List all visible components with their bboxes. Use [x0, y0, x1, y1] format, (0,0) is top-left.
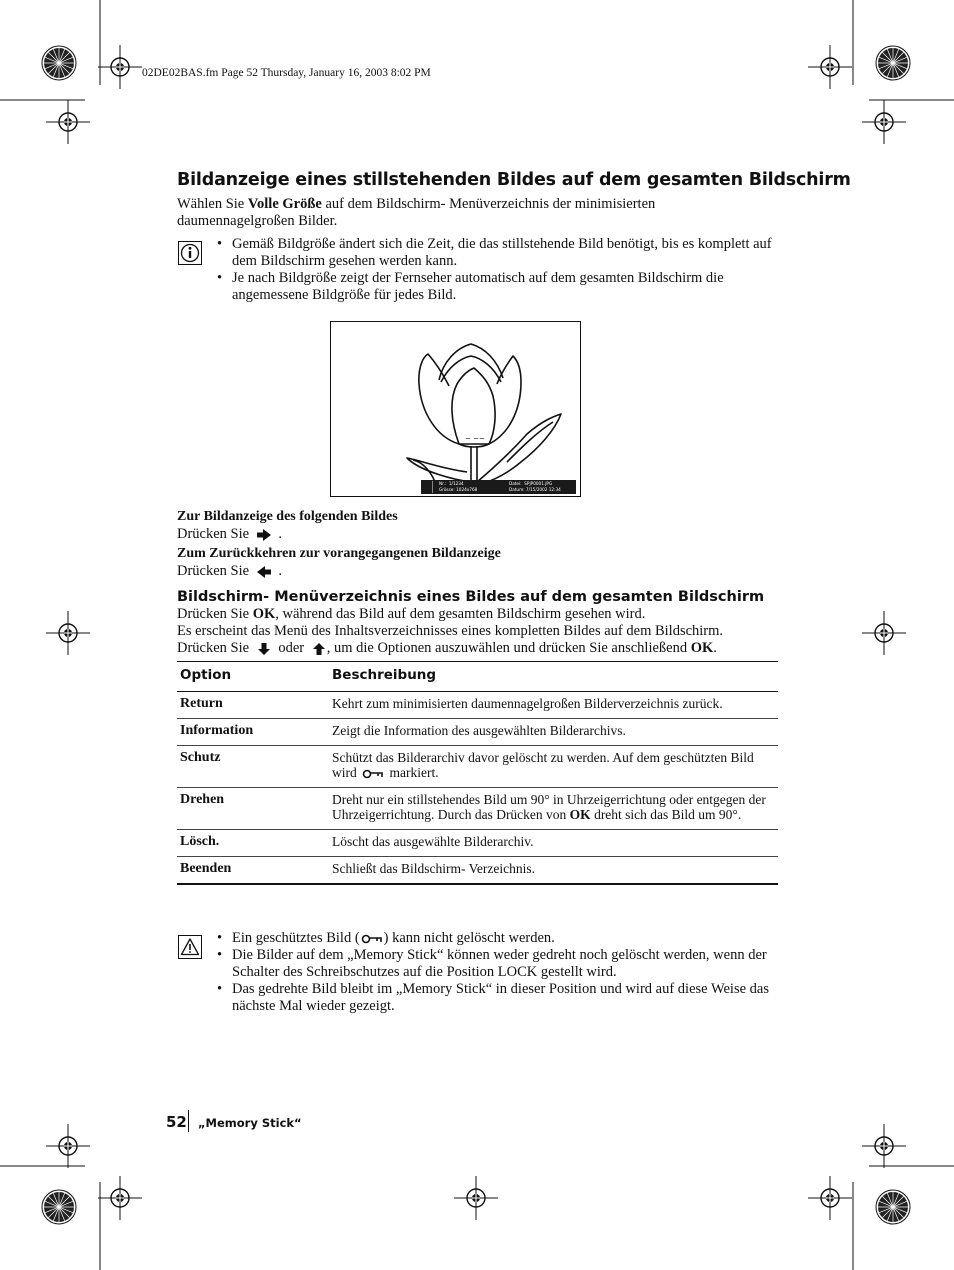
menu-line-3-end: .	[713, 640, 717, 656]
key-icon	[361, 934, 383, 944]
section-title-menu: Bildschirm- Menüverzeichnis eines Bildes auf dem gesamten Bildschirm	[177, 589, 765, 605]
option-name: Schutz	[177, 746, 329, 788]
arrow-right-icon	[256, 528, 272, 542]
table-row	[177, 692, 778, 719]
arrow-up-icon	[312, 642, 326, 656]
arrow-down-icon	[257, 642, 271, 656]
screen-file-value: SPJP0001.JPG	[524, 481, 553, 486]
menu-line-3-bold: OK	[690, 640, 714, 656]
col-option-header: Option	[177, 662, 329, 692]
table-row	[177, 788, 778, 830]
next-image-heading: Zur Bildanzeige des folgenden Bildes	[177, 509, 398, 524]
menu-instructions	[177, 606, 777, 657]
intro-pre: Wählen Sie	[177, 196, 248, 212]
menu-line-2: Es erscheint das Menü des Inhaltsverzeichnisses eines kompletten Bildes auf dem Bildschirm.	[177, 623, 724, 639]
table-row	[177, 719, 778, 746]
options-table	[177, 661, 778, 885]
screen-date-value: 7/15/2002 12:34	[525, 487, 561, 492]
option-name: Lösch.	[177, 830, 329, 857]
page-number: 52	[166, 1113, 187, 1131]
option-description: Kehrt zum minimisierten daumennagelgroßen Bilderverzeichnis zurück.	[329, 692, 778, 719]
screen-size-label: Grösse:	[439, 487, 455, 492]
warning-item-2: • Die Bilder auf dem „Memory Stick“ können weder gedreht noch gelöscht werden, wenn der Schalter des Schreibschutzes auf die Position LOCK gestellt wird.	[217, 947, 777, 981]
screen-info-bar	[421, 480, 576, 494]
screen-date	[509, 487, 561, 492]
screen-illustration	[330, 321, 581, 497]
screen-info-icon-column	[424, 481, 433, 493]
info-icon	[178, 241, 202, 265]
col-description-header: Beschreibung	[329, 662, 778, 692]
footer-divider	[188, 1110, 189, 1132]
screen-size	[439, 487, 477, 492]
drehen-desc-post: dreht sich das Bild um 90°.	[594, 807, 742, 822]
menu-line-1-post: , während das Bild auf dem gesamten Bildschirm gesehen wird.	[275, 606, 646, 622]
next-suffix: .	[278, 526, 282, 542]
footer-section-label: „Memory Stick“	[198, 1116, 302, 1130]
screen-nr-value: 1/1234	[448, 481, 464, 486]
warning-1-post: ) kann nicht gelöscht werden.	[383, 930, 555, 946]
intro-paragraph	[177, 196, 737, 230]
info-note-2: • Je nach Bildgröße zeigt der Fernseher automatisch auf dem gesamten Bildschirm die angemessene Bildgröße für jedes Bild.	[217, 270, 777, 304]
warning-item-3: • Das gedrehte Bild bleibt im „Memory Stick“ in dieser Position und wird auf diese Weise das nächste Mal wieder gezeigt.	[217, 981, 777, 1015]
drehen-desc-bold: OK	[569, 807, 591, 822]
warning-icon	[178, 935, 202, 959]
table-row	[177, 746, 778, 788]
option-description: Schließt das Bildschirm- Verzeichnis.	[329, 857, 778, 885]
option-name: Information	[177, 719, 329, 746]
menu-line-1-bold: OK	[252, 606, 276, 622]
info-notes-list	[217, 236, 777, 304]
screen-nr	[439, 481, 464, 486]
option-name: Drehen	[177, 788, 329, 830]
key-icon	[362, 769, 384, 779]
screen-size-value: 1024x768	[456, 487, 478, 492]
schutz-desc-pre: Schützt das Bilderarchiv davor gelöscht zu werden. Auf dem geschützten Bild wird	[332, 750, 754, 780]
arrow-left-icon	[256, 565, 272, 579]
intro-post: auf dem Bildschirm- Menüverzeichnis der minimisierten daumennagelgroßen Bilder.	[177, 196, 656, 229]
prev-suffix: .	[278, 563, 282, 579]
menu-line-1	[177, 606, 777, 623]
screen-file-label: Datei:	[509, 481, 522, 486]
option-description	[329, 746, 778, 788]
press-label-next: Drücken Sie	[177, 526, 250, 542]
screen-nr-label: Nr.:	[439, 481, 447, 486]
drehen-desc-pre: Dreht nur ein stillstehendes Bild um 90° in Uhrzeigerrichtung oder entgegen der Uhrzeigerrichtung. Durch das Drücken von	[332, 792, 766, 822]
option-description	[329, 788, 778, 830]
menu-line-1-pre: Drücken Sie	[177, 606, 253, 622]
table-row	[177, 857, 778, 885]
option-name: Beenden	[177, 857, 329, 885]
warning-item-1	[217, 930, 777, 947]
menu-line-3-pre: Drücken Sie	[177, 640, 250, 656]
tulip-image	[331, 322, 580, 496]
previous-image-heading: Zum Zurückkehren zur vorangegangenen Bildanzeige	[177, 546, 501, 561]
table-row	[177, 830, 778, 857]
schutz-desc-post: markiert.	[389, 765, 439, 780]
info-note-1: • Gemäß Bildgröße ändert sich die Zeit, die das stillstehende Bild benötigt, bis es komplett auf dem Bildschirm gesehen werden kann.	[217, 236, 777, 270]
press-label-prev: Drücken Sie	[177, 563, 250, 579]
warning-1-pre: Ein geschütztes Bild (	[232, 930, 360, 946]
file-info-header: 02DE02BAS.fm Page 52 Thursday, January 16, 2003 8:02 PM	[142, 67, 431, 79]
warnings-list	[217, 930, 777, 1015]
screen-file	[509, 481, 552, 486]
menu-line-3	[177, 640, 777, 657]
menu-line-3-post: , um die Optionen auszuwählen und drücken Sie anschließend	[326, 640, 688, 656]
svg-text:~ ~~: ~ ~~	[465, 435, 485, 443]
menu-line-3-mid: oder	[278, 640, 305, 656]
next-image-instruction	[177, 526, 282, 543]
section-title-fullscreen: Bildanzeige eines stillstehenden Bildes auf dem gesamten Bildschirm	[177, 170, 851, 190]
intro-bold: Volle Größe	[247, 196, 322, 212]
table-header-row	[177, 662, 778, 692]
previous-image-instruction	[177, 563, 282, 580]
option-name: Return	[177, 692, 329, 719]
option-description: Löscht das ausgewählte Bilderarchiv.	[329, 830, 778, 857]
screen-date-label: Datum:	[509, 487, 525, 492]
option-description: Zeigt die Information des ausgewählten Bilderarchivs.	[329, 719, 778, 746]
